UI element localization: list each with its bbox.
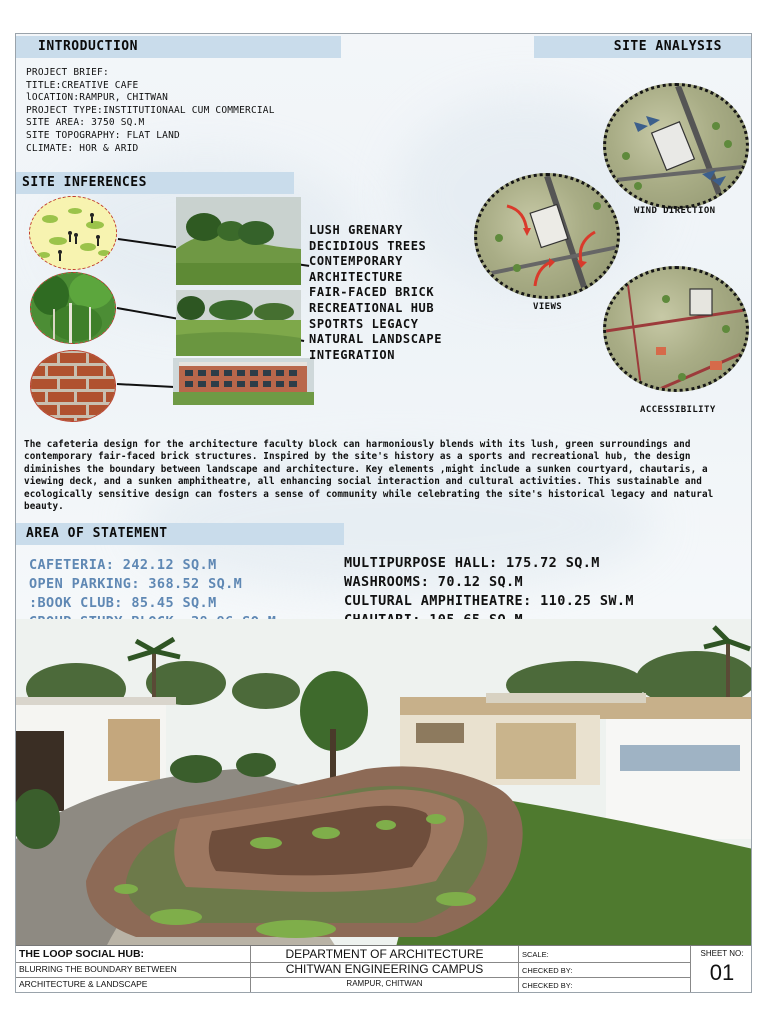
views-map-image [477, 176, 620, 299]
views-label: VIEWS [533, 302, 563, 312]
people-grass-sketch-thumbnail [29, 196, 117, 270]
forest-image [31, 273, 116, 344]
wind-direction-map-image [606, 86, 749, 209]
area-item: CAFETERIA: 242.12 SQ.M [29, 557, 217, 573]
courtyard-render [16, 619, 752, 947]
project-brief [26, 67, 275, 155]
forest-thumbnail [30, 272, 116, 344]
introduction-header: INTRODUCTION [16, 36, 341, 58]
accessibility-map-image [606, 269, 749, 392]
title-block-project [16, 946, 251, 993]
inference-item: FAIR-FACED BRICK [309, 285, 435, 300]
brief-type: PROJECT TYPE:INSTITUTIONAAL CUM COMMERCIAL [26, 104, 275, 116]
department-name: DEPARTMENT OF ARCHITECTURE [285, 947, 484, 961]
brief-climate: CLIMATE: HOR & ARID [26, 142, 139, 154]
inference-item: CONTEMPORARY [309, 254, 403, 269]
sheet-label: SHEET NO: [700, 949, 744, 958]
checked-by-label: CHECKED BY: [522, 981, 573, 990]
inference-item: DECIDIOUS TREES [309, 238, 427, 253]
brief-title: TITLE:CREATIVE CAFE [26, 79, 139, 91]
site-photo-field [176, 290, 301, 356]
project-subtitle-1: BLURRING THE BOUNDARY BETWEEN [19, 964, 177, 974]
site-photo-building [173, 358, 314, 405]
area-of-statement-header: AREA OF STATEMENT [16, 523, 344, 545]
design-description: The cafeteria design for the architecture faculty block can harmoniously blends with its lush, green surroundings and contemporary fair-faced brick structures. Inspired by the site's history as a sports and recreational hub, the design diminishes the boundary between landscape and architecture. Key elements ,might include a sunken courtyard, chautaris, a viewing deck, and a sunken amphitheatre, all enhancing social interaction and cultural activities. This sustainable and ecologically sensitive design can fosters a sense of community while celebrating the site's historical legacy and natural beauty. [24, 439, 714, 513]
brief-location: lOCATION:RAMPUR, CHITWAN [26, 92, 169, 104]
views-map [474, 173, 620, 299]
presentation-sheet [15, 33, 752, 993]
checked-by-label: CHECKED BY: [522, 966, 573, 975]
site-photo-field-image [176, 290, 301, 356]
inference-item: SPOTRTS LEGACY [309, 316, 419, 331]
area-item: WASHROOMS: 70.12 SQ.M [344, 574, 524, 590]
site-analysis-header: SITE ANALYSIS [534, 36, 752, 58]
title-block [16, 945, 752, 993]
site-photo-hill [176, 197, 301, 285]
area-item: OPEN PARKING: 368.52 SQ.M [29, 576, 243, 592]
site-inferences-header: SITE INFERENCES [16, 172, 294, 194]
campus-location: RAMPUR, CHITWAN [346, 979, 423, 988]
brief-area: SITE AREA: 3750 SQ.M [26, 117, 145, 129]
inference-item: NATURAL LANDSCAPE [309, 332, 443, 347]
area-item: :BOOK CLUB: 85.45 SQ.M [29, 595, 217, 611]
courtyard-render-image [16, 619, 752, 947]
wind-direction-label: WIND DIRECTION [634, 206, 716, 216]
people-grass-sketch-image [30, 197, 117, 270]
inference-item: ARCHITECTURE [309, 269, 403, 284]
title-block-checks [519, 946, 691, 993]
project-title: THE LOOP SOCIAL HUB: [19, 948, 145, 960]
area-item: MULTIPURPOSE HALL: 175.72 SQ.M [344, 555, 600, 571]
inference-item: LUSH GRENARY [309, 223, 403, 237]
sheet-number: 01 [709, 960, 735, 985]
title-block-sheet [691, 946, 752, 993]
accessibility-label: ACCESSIBILITY [640, 405, 716, 415]
area-item: CULTURAL AMPHITHEATRE: 110.25 SW.M [344, 593, 634, 609]
accessibility-map [603, 266, 749, 392]
scale-label: SCALE: [522, 950, 549, 959]
site-photo-building-image [173, 358, 314, 405]
campus-name: CHITWAN ENGINEERING CAMPUS [285, 962, 484, 976]
wind-direction-map [603, 83, 749, 209]
title-block-department [251, 946, 519, 993]
site-inferences-list [309, 223, 442, 363]
brief-heading: PROJECT BRIEF: [26, 67, 109, 78]
brick-texture-image [31, 351, 116, 422]
brick-texture-thumbnail [30, 350, 116, 422]
project-subtitle-2: ARCHITECTURE & LANDSCAPE [19, 979, 148, 989]
brief-topography: SITE TOPOGRAPHY: FLAT LAND [26, 129, 180, 141]
inference-item: INTEGRATION [309, 347, 396, 362]
inference-item: RECREATIONAL HUB [309, 300, 435, 315]
site-photo-hill-image [176, 197, 301, 285]
